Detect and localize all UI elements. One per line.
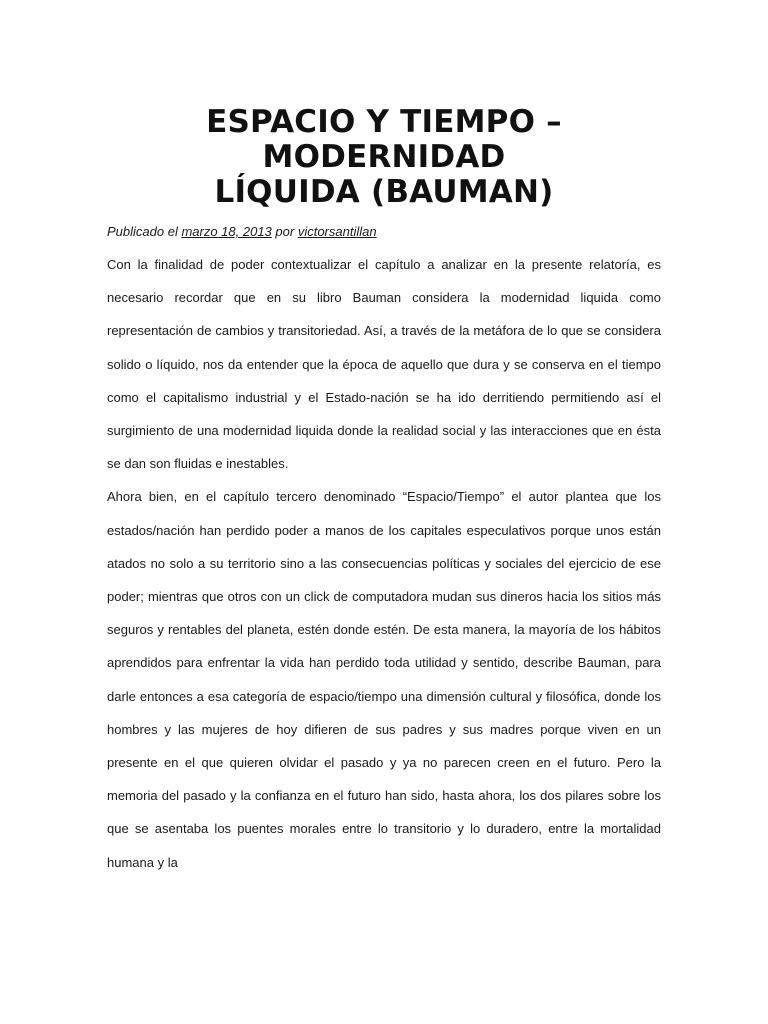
article-body xyxy=(107,248,661,879)
article-title xyxy=(107,0,661,210)
paragraph-2: Ahora bien, en el capítulo tercero denominado “Espacio/Tiempo” el autor plantea que los estados/nación han perdido poder a manos de los capitales especulativos porque unos están atados no solo a su territorio sino a las consecuencias políticas y sociales del ejercicio de ese poder; mientras que otros con un click de computadora mudan sus dineros hacia los sitios más seguros y rentables del planeta, estén donde estén. De esta manera, la mayoría de los hábitos aprendidos para enfrentar la vida han perdido toda utilidad y sentido, describe Bauman, para darle entonces a esa categoría de espacio/tiempo una dimensión cultural y filosófica, donde los hombres y las mujeres de hoy difieren de sus padres y sus madres porque viven en un presente en el que quieren olvidar el pasado y ya no parecen creen en el futuro. Pero la memoria del pasado y la confianza en el futuro han sido, hasta ahora, los dos pilares sobre los que se asentaba los puentes morales entre lo transitorio y lo duradero, entre la mortalidad humana y la xyxy=(107,489,661,870)
date-link[interactable]: marzo 18, 2013 xyxy=(181,224,272,239)
byline-prefix: Publicado el xyxy=(107,224,182,239)
document-page xyxy=(107,0,661,879)
title-line-2: MODERNIDAD xyxy=(262,139,506,175)
title-line-1: ESPACIO Y TIEMPO – xyxy=(206,104,562,140)
byline xyxy=(107,223,661,241)
title-line-3: LÍQUIDA (BAUMAN) xyxy=(214,174,554,210)
paragraph-1: Con la finalidad de poder contextualizar el capítulo a analizar en la presente relatoría, es necesario recordar que en su libro Bauman considera la modernidad liquida como representación de cambios y transitoriedad. Así, a través de la metáfora de lo que se considera solido o líquido, nos da entender que la época de aquello que dura y se conserva en el tiempo como el capitalismo industrial y el Estado-nación se ha ido derritiendo permitiendo así el surgimiento de una modernidad liquida donde la realidad social y las interacciones que en ésta se dan son fluidas e inestables. xyxy=(107,257,661,472)
byline-middle: por xyxy=(271,224,298,239)
author-link[interactable]: victorsantillan xyxy=(297,224,377,239)
